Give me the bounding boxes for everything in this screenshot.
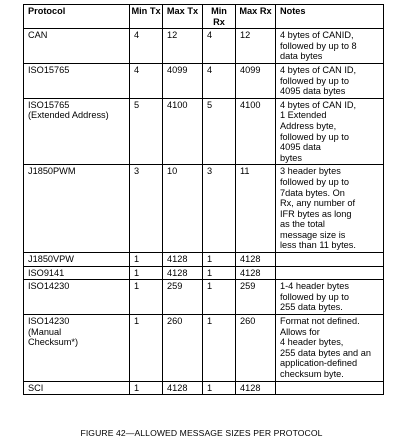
table-row [24, 381, 384, 395]
cell-max-rx: 4128 [236, 381, 276, 395]
cell-max-rx: 11 [236, 165, 276, 253]
cell-max-tx: 259 [163, 280, 203, 315]
header-notes: Notes [276, 5, 384, 29]
cell-min-tx: 1 [130, 266, 163, 280]
cell-notes: 4 bytes of CAN ID, followed by up to 4095 data bytes [276, 63, 384, 98]
cell-min-tx: 1 [130, 280, 163, 315]
cell-min-tx: 3 [130, 165, 163, 253]
table-body [24, 29, 384, 395]
cell-protocol: ISO15765 (Extended Address) [24, 98, 130, 165]
cell-max-tx: 4128 [163, 266, 203, 280]
cell-min-tx: 5 [130, 98, 163, 165]
cell-notes [276, 253, 384, 267]
cell-protocol: J1850PWM [24, 165, 130, 253]
cell-max-rx: 259 [236, 280, 276, 315]
cell-max-rx: 4128 [236, 266, 276, 280]
cell-max-tx: 12 [163, 29, 203, 64]
cell-protocol: SCI [24, 381, 130, 395]
cell-max-tx: 10 [163, 165, 203, 253]
cell-max-tx: 4099 [163, 63, 203, 98]
table-row [24, 165, 384, 253]
table-row [24, 29, 384, 64]
message-size-table [23, 4, 384, 395]
cell-min-tx: 4 [130, 63, 163, 98]
cell-min-rx: 1 [203, 280, 236, 315]
cell-min-rx: 3 [203, 165, 236, 253]
cell-min-rx: 5 [203, 98, 236, 165]
cell-min-tx: 1 [130, 381, 163, 395]
cell-protocol: ISO9141 [24, 266, 130, 280]
figure-caption: FIGURE 42—ALLOWED MESSAGE SIZES PER PROTOCOL [80, 428, 323, 438]
table-row [24, 280, 384, 315]
header-protocol: Protocol [24, 5, 130, 29]
cell-min-tx: 4 [130, 29, 163, 64]
cell-max-rx: 4128 [236, 253, 276, 267]
cell-max-tx: 260 [163, 315, 203, 382]
cell-notes [276, 266, 384, 280]
header-max-tx: Max Tx [163, 5, 203, 29]
cell-min-tx: 1 [130, 315, 163, 382]
cell-max-tx: 4100 [163, 98, 203, 165]
cell-min-rx: 1 [203, 253, 236, 267]
cell-max-tx: 4128 [163, 253, 203, 267]
table-header-row [24, 5, 384, 29]
header-min-tx: Min Tx [130, 5, 163, 29]
cell-min-rx: 1 [203, 315, 236, 382]
cell-max-rx: 12 [236, 29, 276, 64]
cell-protocol: ISO14230 [24, 280, 130, 315]
table-row [24, 63, 384, 98]
cell-notes: 4 bytes of CAN ID, 1 Extended Address byte, followed by up to 4095 data bytes [276, 98, 384, 165]
cell-max-rx: 260 [236, 315, 276, 382]
cell-protocol: ISO14230 (Manual Checksum*) [24, 315, 130, 382]
cell-notes: Format not defined. Allows for 4 header bytes, 255 data bytes and an application-defined checksum byte. [276, 315, 384, 382]
cell-max-rx: 4100 [236, 98, 276, 165]
cell-min-tx: 1 [130, 253, 163, 267]
cell-protocol: ISO15765 [24, 63, 130, 98]
table-row [24, 98, 384, 165]
table-row [24, 266, 384, 280]
cell-min-rx: 4 [203, 29, 236, 64]
cell-min-rx: 4 [203, 63, 236, 98]
cell-protocol: CAN [24, 29, 130, 64]
cell-notes [276, 381, 384, 395]
cell-notes: 4 bytes of CANID, followed by up to 8 data bytes [276, 29, 384, 64]
header-min-rx: Min Rx [203, 5, 236, 29]
cell-notes: 1-4 header bytes followed by up to 255 data bytes. [276, 280, 384, 315]
cell-min-rx: 1 [203, 381, 236, 395]
header-max-rx: Max Rx [236, 5, 276, 29]
table-row [24, 253, 384, 267]
cell-min-rx: 1 [203, 266, 236, 280]
table-row [24, 315, 384, 382]
cell-protocol: J1850VPW [24, 253, 130, 267]
cell-notes: 3 header bytes followed by up to 7data bytes. On Rx, any number of IFR bytes as long as the total message size is less than 11 bytes. [276, 165, 384, 253]
cell-max-tx: 4128 [163, 381, 203, 395]
cell-max-rx: 4099 [236, 63, 276, 98]
